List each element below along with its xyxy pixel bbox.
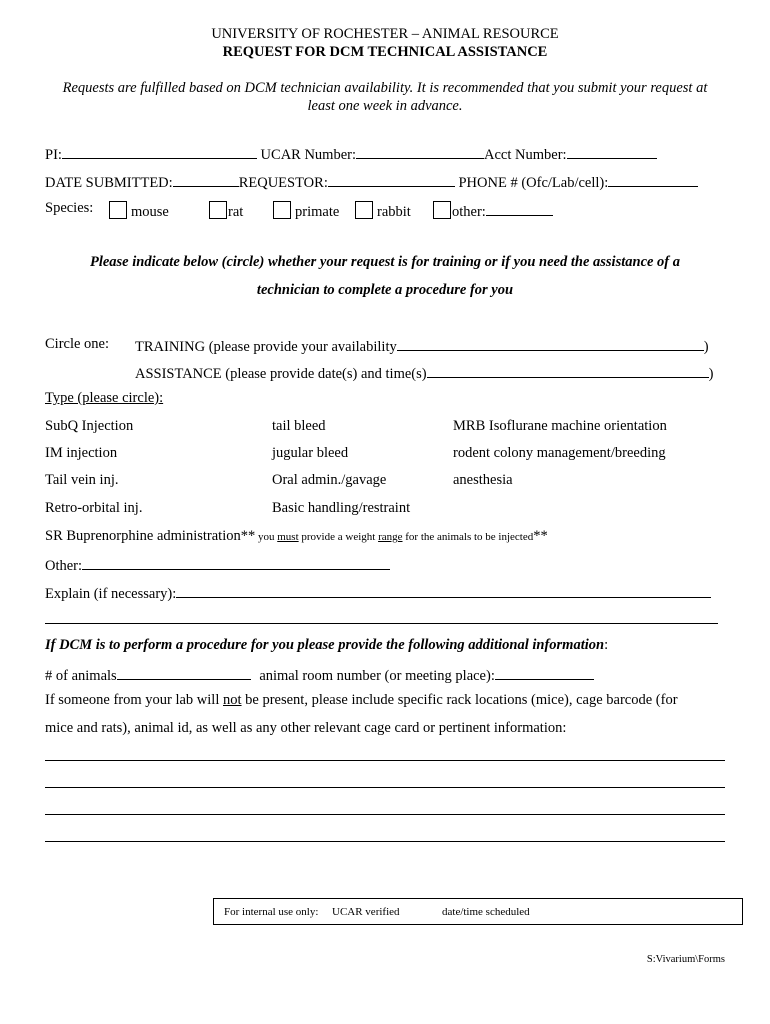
- ucar-verified-label: UCAR verified: [332, 906, 400, 918]
- dcm-note-a: If someone from your lab will: [45, 692, 223, 708]
- room-field[interactable]: [495, 666, 594, 680]
- dcm-note-line1: [45, 693, 678, 708]
- dcm-note-b: be present, please include specific rack locations (mice), cage barcode (for: [241, 692, 678, 708]
- training-option[interactable]: TRAINING (please provide your availability: [135, 339, 397, 355]
- other-species-field[interactable]: [486, 202, 553, 216]
- type-option-handling[interactable]: Basic handling/restraint: [272, 500, 411, 516]
- sr-note-c: for the animals to be injected: [402, 531, 534, 543]
- intro-line2: least one week in advance.: [307, 98, 463, 114]
- footer-path: S:Vivarium\Forms: [646, 954, 725, 965]
- training-availability-field[interactable]: [397, 337, 704, 351]
- primate-checkbox[interactable]: [273, 201, 291, 219]
- species-option-mouse[interactable]: [109, 201, 169, 220]
- sr-note-end: **: [533, 528, 548, 544]
- response-line-1[interactable]: [45, 760, 725, 761]
- requestor-label: REQUESTOR:: [238, 175, 328, 191]
- species-option-primate[interactable]: [273, 201, 339, 220]
- assistance-close-paren: ): [708, 366, 714, 382]
- type-option-colony-management[interactable]: rodent colony management/breeding: [453, 445, 666, 461]
- requestor-field[interactable]: [328, 173, 455, 187]
- explain-row: [45, 584, 711, 602]
- response-line-2[interactable]: [45, 787, 725, 788]
- dcm-note-not: not: [223, 692, 242, 708]
- date-row: [45, 173, 698, 191]
- acct-label: Acct Number:: [484, 147, 567, 163]
- explain-field-line2[interactable]: [45, 623, 718, 624]
- internal-use-label: For internal use only:: [224, 906, 319, 918]
- other-checkbox[interactable]: [433, 201, 451, 219]
- explain-field[interactable]: [176, 584, 711, 598]
- sr-note-must: must: [277, 531, 299, 543]
- date-submitted-label: DATE SUBMITTED:: [45, 175, 173, 191]
- internal-use-box: [213, 898, 743, 925]
- species-label: Species:: [45, 200, 94, 216]
- type-option-im[interactable]: IM injection: [45, 445, 118, 461]
- form-title: REQUEST FOR DCM TECHNICAL ASSISTANCE: [222, 44, 548, 60]
- type-heading: Type (please circle):: [45, 390, 164, 406]
- assistance-datetime-field[interactable]: [427, 364, 709, 378]
- ucar-field[interactable]: [356, 145, 484, 159]
- pi-row: [45, 145, 657, 163]
- header-line1: UNIVERSITY OF ROCHESTER – ANIMAL RESOURCE: [211, 26, 559, 42]
- sr-note-range: range: [378, 531, 403, 543]
- primate-label: primate: [295, 204, 340, 220]
- training-row[interactable]: [135, 337, 709, 355]
- animals-field[interactable]: [117, 666, 251, 680]
- instruction-line1: Please indicate below (circle) whether your request is for training or if you need the assistance of a: [89, 254, 681, 270]
- rat-checkbox[interactable]: [209, 201, 227, 219]
- sr-buprenorphine-row[interactable]: [45, 529, 548, 544]
- assistance-option[interactable]: ASSISTANCE (please provide date(s) and time(s): [135, 366, 427, 382]
- rat-label: rat: [228, 204, 244, 220]
- pi-field[interactable]: [62, 145, 257, 159]
- type-option-jugular-bleed[interactable]: jugular bleed: [272, 445, 349, 461]
- training-close-paren: ): [703, 339, 709, 355]
- response-line-3[interactable]: [45, 814, 725, 815]
- other-label: other:: [452, 204, 486, 220]
- dcm-note-line2: mice and rats), animal id, as well as any other relevant cage card or pertinent information:: [45, 720, 567, 736]
- pi-label: PI:: [45, 147, 62, 163]
- phone-field[interactable]: [608, 173, 698, 187]
- sr-note-b: provide a weight: [298, 531, 379, 543]
- date-scheduled-label: date/time scheduled: [442, 906, 530, 918]
- type-option-oral-gavage[interactable]: Oral admin./gavage: [272, 472, 387, 488]
- explain-label: Explain (if necessary):: [45, 586, 177, 602]
- species-option-rabbit[interactable]: [355, 201, 411, 220]
- rabbit-checkbox[interactable]: [355, 201, 373, 219]
- type-option-tail-bleed[interactable]: tail bleed: [272, 418, 326, 434]
- animals-label: # of animals: [45, 668, 117, 684]
- room-label: animal room number (or meeting place):: [259, 668, 495, 684]
- other-type-field[interactable]: [82, 556, 390, 570]
- type-option-tail-vein[interactable]: Tail vein inj.: [45, 472, 119, 488]
- species-option-other[interactable]: [433, 201, 553, 220]
- dcm-heading-colon: :: [604, 637, 609, 653]
- mouse-checkbox[interactable]: [109, 201, 127, 219]
- type-option-mrb-isoflurane[interactable]: MRB Isoflurane machine orientation: [453, 418, 667, 434]
- type-option-retro-orbital[interactable]: Retro-orbital inj.: [45, 500, 143, 516]
- sr-buprenorphine-option[interactable]: SR Buprenorphine administration**: [45, 528, 256, 544]
- type-option-subq[interactable]: SubQ Injection: [45, 418, 134, 434]
- intro-line1: Requests are fulfilled based on DCM technician availability. It is recommended that you submit your request at: [62, 80, 708, 96]
- rabbit-label: rabbit: [377, 204, 411, 220]
- other-row: [45, 556, 390, 574]
- species-option-rat[interactable]: [209, 201, 243, 220]
- dcm-heading: [45, 638, 608, 653]
- other-type-label: Other:: [45, 558, 83, 574]
- type-option-anesthesia[interactable]: anesthesia: [453, 472, 513, 488]
- acct-field[interactable]: [567, 145, 657, 159]
- sr-note: [255, 531, 533, 543]
- assistance-row[interactable]: [135, 364, 713, 382]
- animals-row: [45, 666, 594, 684]
- dcm-heading-text: If DCM is to perform a procedure for you please provide the following additional information: [45, 637, 605, 653]
- ucar-label: UCAR Number:: [260, 147, 357, 163]
- response-line-4[interactable]: [45, 841, 725, 842]
- date-submitted-field[interactable]: [173, 173, 239, 187]
- mouse-label: mouse: [131, 204, 169, 220]
- circle-one-label: Circle one:: [45, 336, 110, 352]
- sr-note-a: you: [255, 531, 278, 543]
- phone-label: PHONE # (Ofc/Lab/cell):: [458, 175, 609, 191]
- instruction-line2: technician to complete a procedure for you: [256, 282, 514, 298]
